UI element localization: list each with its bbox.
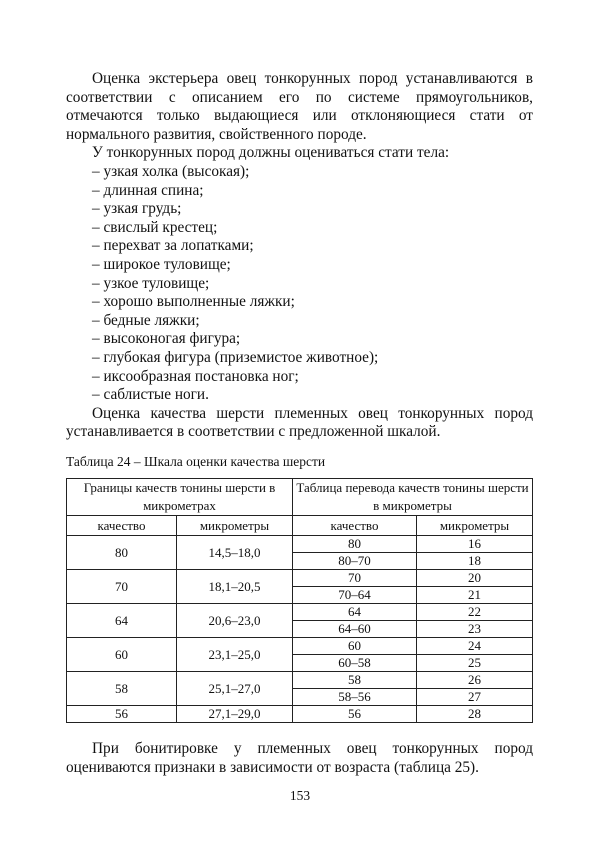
table-row [67,638,533,655]
list-item: – перехват за лопатками; [92,237,254,255]
list-item: – широкое туловище; [92,255,231,273]
group-header: Таблица перевода качеств тонины шерсти в микрометры [293,479,533,516]
list-item: – длинная спина; [92,181,204,199]
table-cell: 64 [293,604,417,621]
table-cell: 58 [293,672,417,689]
list-item: – глубокая фигура (приземистое животное); [92,348,379,366]
column-header: качество [67,516,177,536]
table-cell: 20,6–23,0 [177,604,293,638]
table-cell: 60 [293,638,417,655]
table-cell: 14,5–18,0 [177,536,293,570]
table-row [67,672,533,689]
table-cell: 26 [417,672,533,689]
group-header: Границы качеств тонины шерсти в микрометрах [67,479,293,516]
table-cell: 64–60 [293,621,417,638]
list-item: – узкая грудь; [92,200,182,218]
list-item: – бедные ляжки; [92,311,200,329]
table-cell: 56 [293,706,417,723]
column-header: микрометры [177,516,293,536]
table-cell: 60–58 [293,655,417,672]
table-row [67,536,533,553]
table-cell: 80–70 [293,553,417,570]
table-cell: 18,1–20,5 [177,570,293,604]
column-header: качество [293,516,417,536]
list-item: – иксообразная постановка ног; [92,367,299,385]
table-cell: 21 [417,587,533,604]
paragraph: Оценка качества шерсти племенных овец тонкорунных пород устанавливается в соответствии с предложенной шкалой. [66,404,533,441]
table-cell: 25,1–27,0 [177,672,293,706]
table-cell: 70 [293,570,417,587]
column-header: микрометры [417,516,533,536]
page-number: 153 [289,788,311,803]
table-cell: 22 [417,604,533,621]
table-cell: 23,1–25,0 [177,638,293,672]
table-row [67,570,533,587]
paragraph: Оценка экстерьера овец тонкорунных пород устанавливаются в соответствии с описанием его по системе прямоугольников, отмечаются только выдающиеся или отклоняющиеся стати от нормального развития, свойственного породе. [66,70,533,143]
table-cell: 18 [417,553,533,570]
table-cell: 16 [417,536,533,553]
table-cell: 64 [67,604,177,638]
table-cell: 70–64 [293,587,417,604]
list-item: – высоконогая фигура; [92,330,241,348]
table-row [67,604,533,621]
list-item: – хорошо выполненные ляжки; [92,293,295,311]
table-row [67,706,533,723]
table-cell: 80 [293,536,417,553]
list-item: – саблистые ноги. [92,386,209,404]
table-cell: 58 [67,672,177,706]
table-cell: 56 [67,706,177,723]
table-cell: 60 [67,638,177,672]
list-item: – узкое туловище; [92,274,210,292]
table-cell: 25 [417,655,533,672]
table-cell: 58–56 [293,689,417,706]
table-cell: 23 [417,621,533,638]
list-item: – свислый крестец; [92,218,218,236]
table-cell: 27 [417,689,533,706]
paragraph: При бонитировке у племенных овец тонкорунных пород оцениваются признаки в зависимости от возраста (таблица 25). [66,740,533,776]
body-text [66,70,533,442]
wool-quality-table [66,478,533,723]
table-cell: 80 [67,536,177,570]
paragraph: У тонкорунных пород должны оцениваться стати тела: [92,144,450,162]
table-caption: Таблица 24 – Шкала оценки качества шерсти [66,454,326,469]
table-cell: 27,1–29,0 [177,706,293,723]
table-cell: 24 [417,638,533,655]
body-text-after [66,740,533,777]
table-cell: 20 [417,570,533,587]
list [66,163,533,405]
list-item: – узкая холка (высокая); [92,162,250,180]
table-cell: 28 [417,706,533,723]
table-cell: 70 [67,570,177,604]
